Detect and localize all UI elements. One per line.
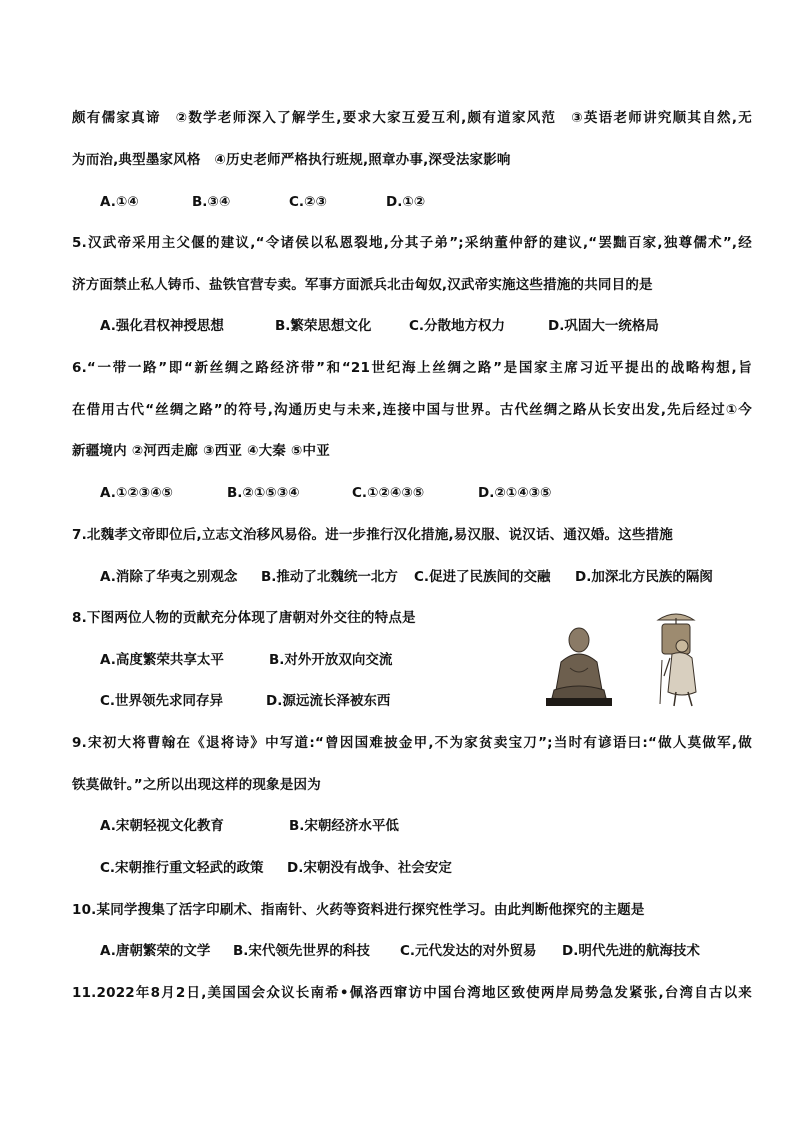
q5-option-c[interactable]: C.分散地方权力 xyxy=(409,318,506,334)
q4-option-b[interactable]: B.③④ xyxy=(192,194,231,210)
q9-option-d[interactable]: D.宋朝没有战争、社会安定 xyxy=(287,860,452,876)
q6-text-line-3: 新疆境内 ②河西走廊 ③西亚 ④大秦 ⑤中亚 xyxy=(72,443,330,459)
q9-text-line-1: 9.宋初大将曹翰在《退将诗》中写道:“曾因国难披金甲,不为家贫卖宝刀”;当时有谚语曰:“做人莫做军,做 xyxy=(72,735,752,751)
q10-option-c[interactable]: C.元代发达的对外贸易 xyxy=(400,943,537,959)
q6-option-d[interactable]: D.②①④③⑤ xyxy=(478,485,552,501)
q8-figures-svg xyxy=(536,610,736,710)
q7-option-c[interactable]: C.促进了民族间的交融 xyxy=(414,569,551,585)
q9-option-c[interactable]: C.宋朝推行重文轻武的政策 xyxy=(100,860,264,876)
q7-text-line-1: 7.北魏孝文帝即位后,立志文治移风易俗。进一步推行汉化措施,易汉服、说汉话、通汉婚。这些措施 xyxy=(72,527,673,543)
q7-option-d[interactable]: D.加深北方民族的隔阂 xyxy=(575,569,713,585)
q5-option-b[interactable]: B.繁荣思想文化 xyxy=(275,318,372,334)
q6-option-b[interactable]: B.②①⑤③④ xyxy=(227,485,300,501)
q8-option-d[interactable]: D.源远流长泽被东西 xyxy=(266,693,391,709)
q8-option-c[interactable]: C.世界领先求同存异 xyxy=(100,693,224,709)
q6-text-line-1: 6.“一带一路”即“新丝绸之路经济带”和“21世纪海上丝绸之路”是国家主席习近平提出的战略构想,旨 xyxy=(72,360,752,376)
q8-text-line-1: 8.下图两位人物的贡献充分体现了唐朝对外交往的特点是 xyxy=(72,610,416,626)
q4-option-a[interactable]: A.①④ xyxy=(100,194,139,210)
q8-figures xyxy=(536,610,736,710)
seated-monk-statue-image xyxy=(546,628,612,706)
q10-text-line-1: 10.某同学搜集了活字印刷术、指南针、火药等资料进行探究性学习。由此判断他探究的主题是 xyxy=(72,902,645,918)
q5-text-line-1: 5.汉武帝采用主父偃的建议,“令诸侯以私恩裂地,分其子弟”;采纳董仲舒的建议,“罢黜百家,独尊儒术”,经 xyxy=(72,235,752,251)
q10-option-d[interactable]: D.明代先进的航海技术 xyxy=(562,943,700,959)
q8-option-a[interactable]: A.高度繁荣共享太平 xyxy=(100,652,224,668)
q5-text-line-2: 济方面禁止私人铸币、盐铁官营专卖。军事方面派兵北击匈奴,汉武帝实施这些措施的共同目的是 xyxy=(72,277,653,293)
q9-option-a[interactable]: A.宋朝轻视文化教育 xyxy=(100,818,224,834)
q6-text-line-2: 在借用古代“丝绸之路”的符号,沟通历史与未来,连接中国与世界。古代丝绸之路从长安出发,先后经过①今 xyxy=(72,402,752,418)
q4-option-c[interactable]: C.②③ xyxy=(289,194,327,210)
q9-text-line-2: 铁莫做针。”之所以出现这样的现象是因为 xyxy=(72,777,321,793)
q10-option-a[interactable]: A.唐朝繁荣的文学 xyxy=(100,943,211,959)
q7-option-b[interactable]: B.推动了北魏统一北方 xyxy=(261,569,398,585)
q4-option-d[interactable]: D.①② xyxy=(386,194,426,210)
q9-option-b[interactable]: B.宋朝经济水平低 xyxy=(289,818,399,834)
q11-text-line-1: 11.2022年8月2日,美国国会众议长南希•佩洛西窜访中国台湾地区致使两岸局势急发紧张,台湾自古以来 xyxy=(72,985,752,1001)
q8-option-b[interactable]: B.对外开放双向交流 xyxy=(269,652,393,668)
q6-option-c[interactable]: C.①②④③⑤ xyxy=(352,485,425,501)
q4-text-line-1: 颇有儒家真谛 ②数学老师深入了解学生,要求大家互爱互利,颇有道家风范 ③英语老师讲究顺其自然,无 xyxy=(72,110,752,126)
q7-option-a[interactable]: A.消除了华夷之别观念 xyxy=(100,569,238,585)
q6-option-a[interactable]: A.①②③④⑤ xyxy=(100,485,173,501)
walking-monk-image xyxy=(658,614,696,706)
q10-option-b[interactable]: B.宋代领先世界的科技 xyxy=(233,943,370,959)
q5-option-d[interactable]: D.巩固大一统格局 xyxy=(548,318,659,334)
q5-option-a[interactable]: A.强化君权神授思想 xyxy=(100,318,224,334)
q4-text-line-2: 为而治,典型墨家风格 ④历史老师严格执行班规,照章办事,深受法家影响 xyxy=(72,152,511,168)
